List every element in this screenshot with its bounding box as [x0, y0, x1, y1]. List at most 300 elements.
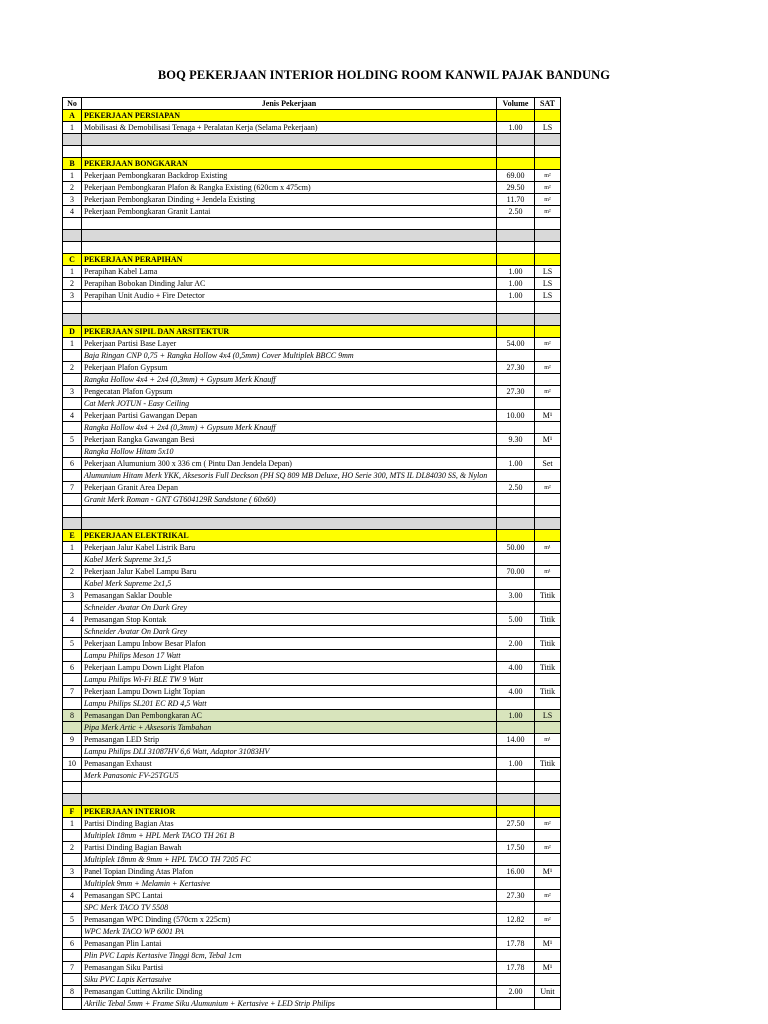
table-row	[63, 266, 561, 278]
row-no: 2	[63, 362, 82, 374]
row-no	[63, 698, 82, 710]
row-no	[63, 398, 82, 410]
row-sat: m²	[535, 890, 561, 902]
table-row	[63, 590, 561, 602]
row-volume	[497, 230, 535, 242]
empty-row	[63, 218, 561, 230]
table-row	[63, 542, 561, 554]
row-sat: Titik	[535, 662, 561, 674]
row-volume	[497, 950, 535, 962]
row-jenis-pekerjaan: Rangka Hollow Hitam 5x10	[82, 446, 497, 458]
row-jenis-pekerjaan: Pemasangan Cutting Akrilic Dinding	[82, 986, 497, 998]
row-sat	[535, 626, 561, 638]
row-jenis-pekerjaan: Pekerjaan Plafon Gypsum	[82, 362, 497, 374]
row-sat	[535, 830, 561, 842]
row-no: C	[63, 254, 82, 266]
row-sat: LS	[535, 266, 561, 278]
row-no: A	[63, 110, 82, 122]
row-sat: Titik	[535, 758, 561, 770]
row-sat: m²	[535, 182, 561, 194]
table-row	[63, 482, 561, 494]
row-no	[63, 950, 82, 962]
specification-row	[63, 926, 561, 938]
row-no	[63, 350, 82, 362]
row-jenis-pekerjaan: Pekerjaan Partisi Gawangan Depan	[82, 410, 497, 422]
table-row	[63, 962, 561, 974]
row-sat	[535, 158, 561, 170]
row-no: 2	[63, 566, 82, 578]
row-jenis-pekerjaan: Partisi Dinding Bagian Bawah	[82, 842, 497, 854]
row-volume	[497, 254, 535, 266]
row-no: 1	[63, 170, 82, 182]
row-volume	[497, 782, 535, 794]
row-jenis-pekerjaan: Pekerjaan Granit Area Depan	[82, 482, 497, 494]
specification-row	[63, 950, 561, 962]
row-no: 2	[63, 182, 82, 194]
row-jenis-pekerjaan: Pemasangan Exhaust	[82, 758, 497, 770]
row-sat: Set	[535, 458, 561, 470]
table-row	[63, 458, 561, 470]
row-volume: 4.00	[497, 662, 535, 674]
row-jenis-pekerjaan: Pemasangan SPC Lantai	[82, 890, 497, 902]
specification-row	[63, 470, 561, 482]
row-no: 3	[63, 866, 82, 878]
row-jenis-pekerjaan: Rangka Hollow 4x4 + 2x4 (0,3mm) + Gypsum Merk Knauff	[82, 374, 497, 386]
row-jenis-pekerjaan: Pekerjaan Lampu Down Light Topian	[82, 686, 497, 698]
row-jenis-pekerjaan: Akrilic Tebal 5mm + Frame Siku Alumunium + Kertasive + LED Strip Philips	[82, 998, 497, 1010]
row-jenis-pekerjaan: Perapihan Unit Audio + Fire Detector	[82, 290, 497, 302]
row-volume	[497, 926, 535, 938]
row-jenis-pekerjaan: Pekerjaan Jalur Kabel Listrik Baru	[82, 542, 497, 554]
row-no	[63, 302, 82, 314]
row-sat: m¹	[535, 566, 561, 578]
table-row	[63, 986, 561, 998]
section-header-row	[63, 326, 561, 338]
table-row	[63, 290, 561, 302]
table-row	[63, 638, 561, 650]
row-volume	[497, 806, 535, 818]
row-no: 3	[63, 194, 82, 206]
row-no: 2	[63, 842, 82, 854]
row-jenis-pekerjaan: Pipa Merk Artic + Aksesoris Tambahan	[82, 722, 497, 734]
row-jenis-pekerjaan: Granit Merk Roman - GNT GT604129R Sandstone ( 60x60)	[82, 494, 497, 506]
row-sat: Titik	[535, 638, 561, 650]
table-row	[63, 206, 561, 218]
row-volume: 1.00	[497, 710, 535, 722]
row-no	[63, 146, 82, 158]
row-no: 4	[63, 890, 82, 902]
row-sat	[535, 998, 561, 1010]
row-jenis-pekerjaan	[82, 518, 497, 530]
row-sat: LS	[535, 290, 561, 302]
row-volume: 27.30	[497, 890, 535, 902]
row-sat	[535, 722, 561, 734]
row-volume	[497, 218, 535, 230]
row-sat: m²	[535, 482, 561, 494]
row-volume	[497, 602, 535, 614]
row-no	[63, 902, 82, 914]
row-no: 6	[63, 662, 82, 674]
row-volume	[497, 422, 535, 434]
header-jenis-pekerjaan: Jenis Pekerjaan	[82, 98, 497, 110]
row-jenis-pekerjaan: Plin PVC Lapis Kertasive Tinggi 8cm, Tebal 1cm	[82, 950, 497, 962]
row-jenis-pekerjaan	[82, 782, 497, 794]
row-no	[63, 674, 82, 686]
row-volume	[497, 494, 535, 506]
row-sat	[535, 218, 561, 230]
header-no: No	[63, 98, 82, 110]
row-sat: m¹	[535, 542, 561, 554]
row-sat	[535, 794, 561, 806]
row-no	[63, 470, 82, 482]
row-no	[63, 746, 82, 758]
row-sat	[535, 230, 561, 242]
row-no: 10	[63, 758, 82, 770]
row-jenis-pekerjaan: Pemasangan Plin Lantai	[82, 938, 497, 950]
highlighted-row	[63, 710, 561, 722]
row-no	[63, 926, 82, 938]
row-volume	[497, 794, 535, 806]
row-jenis-pekerjaan: PEKERJAAN PERSIAPAN	[82, 110, 497, 122]
row-jenis-pekerjaan	[82, 218, 497, 230]
specification-row	[63, 494, 561, 506]
row-volume: 1.00	[497, 278, 535, 290]
row-volume: 2.50	[497, 482, 535, 494]
row-volume	[497, 350, 535, 362]
row-no: 3	[63, 290, 82, 302]
row-sat	[535, 782, 561, 794]
row-volume: 12.82	[497, 914, 535, 926]
row-no: 1	[63, 122, 82, 134]
row-volume	[497, 554, 535, 566]
row-jenis-pekerjaan	[82, 134, 497, 146]
row-jenis-pekerjaan: Multiplek 9mm + Melamin + Kertasive	[82, 878, 497, 890]
row-no: 8	[63, 986, 82, 998]
row-sat	[535, 698, 561, 710]
row-jenis-pekerjaan	[82, 302, 497, 314]
row-volume: 3.00	[497, 590, 535, 602]
row-sat: m²	[535, 206, 561, 218]
row-volume	[497, 446, 535, 458]
table-row	[63, 566, 561, 578]
row-volume: 27.30	[497, 386, 535, 398]
section-header-row	[63, 158, 561, 170]
row-jenis-pekerjaan: PEKERJAAN PERAPIHAN	[82, 254, 497, 266]
row-sat	[535, 374, 561, 386]
row-no: D	[63, 326, 82, 338]
row-volume	[497, 746, 535, 758]
table-row	[63, 194, 561, 206]
row-no: 2	[63, 278, 82, 290]
row-volume	[497, 506, 535, 518]
row-sat	[535, 494, 561, 506]
row-jenis-pekerjaan: Perapihan Kabel Lama	[82, 266, 497, 278]
row-jenis-pekerjaan: Pekerjaan Jalur Kabel Lampu Baru	[82, 566, 497, 578]
row-volume: 27.30	[497, 362, 535, 374]
row-volume: 27.50	[497, 818, 535, 830]
table-row	[63, 662, 561, 674]
row-volume	[497, 158, 535, 170]
row-jenis-pekerjaan	[82, 794, 497, 806]
specification-row	[63, 770, 561, 782]
row-volume: 4.00	[497, 686, 535, 698]
row-jenis-pekerjaan: PEKERJAAN BONGKARAN	[82, 158, 497, 170]
row-volume: 1.00	[497, 290, 535, 302]
row-volume	[497, 878, 535, 890]
row-volume	[497, 770, 535, 782]
row-jenis-pekerjaan: Perapihan Bobokan Dinding Jalur AC	[82, 278, 497, 290]
row-jenis-pekerjaan: Merk Panasonic FV-25TGU5	[82, 770, 497, 782]
row-sat	[535, 950, 561, 962]
specification-row	[63, 398, 561, 410]
section-header-row	[63, 254, 561, 266]
row-no: E	[63, 530, 82, 542]
row-no: F	[63, 806, 82, 818]
row-volume	[497, 650, 535, 662]
row-sat	[535, 746, 561, 758]
row-volume	[497, 626, 535, 638]
table-row	[63, 758, 561, 770]
section-header-row	[63, 530, 561, 542]
table-row	[63, 818, 561, 830]
specification-row	[63, 674, 561, 686]
row-no	[63, 506, 82, 518]
highlighted-specification-row	[63, 722, 561, 734]
row-no: 5	[63, 434, 82, 446]
row-volume	[497, 722, 535, 734]
empty-row	[63, 506, 561, 518]
row-sat	[535, 974, 561, 986]
row-jenis-pekerjaan: Pekerjaan Pembongkaran Granit Lantai	[82, 206, 497, 218]
row-volume	[497, 530, 535, 542]
row-no: 1	[63, 818, 82, 830]
specification-row	[63, 698, 561, 710]
blank-separator-row	[63, 230, 561, 242]
row-volume	[497, 578, 535, 590]
row-sat	[535, 602, 561, 614]
row-sat	[535, 314, 561, 326]
row-volume: 1.00	[497, 122, 535, 134]
row-volume: 70.00	[497, 566, 535, 578]
row-volume: 10.00	[497, 410, 535, 422]
table-row	[63, 386, 561, 398]
row-no	[63, 854, 82, 866]
table-row	[63, 866, 561, 878]
table-row	[63, 278, 561, 290]
table-row	[63, 170, 561, 182]
row-jenis-pekerjaan: Pekerjaan Pembongkaran Plafon & Rangka Existing (620cm x 475cm)	[82, 182, 497, 194]
row-sat	[535, 398, 561, 410]
blank-separator-row	[63, 314, 561, 326]
row-sat	[535, 806, 561, 818]
row-no	[63, 650, 82, 662]
header-sat: SAT	[535, 98, 561, 110]
row-volume: 54.00	[497, 338, 535, 350]
row-jenis-pekerjaan: Schneider Avatar On Dark Grey	[82, 626, 497, 638]
row-no: 9	[63, 734, 82, 746]
row-volume	[497, 134, 535, 146]
table-row	[63, 614, 561, 626]
row-sat	[535, 110, 561, 122]
row-jenis-pekerjaan: Rangka Hollow 4x4 + 2x4 (0,3mm) + Gypsum Merk Knauff	[82, 422, 497, 434]
row-sat: m²	[535, 338, 561, 350]
row-volume	[497, 470, 535, 482]
row-sat	[535, 770, 561, 782]
row-no	[63, 518, 82, 530]
row-no	[63, 446, 82, 458]
row-jenis-pekerjaan: Baja Ringan CNP 0,75 + Rangka Hollow 4x4 (0,5mm) Cover Multiplek BBCC 9mm	[82, 350, 497, 362]
row-jenis-pekerjaan: Alumunium Hitam Merk YKK, Aksesoris Full Deckson (PH SQ 809 MB Deluxe, HO Serie 300, MTS IL DL84030 SS, & Nylon	[82, 470, 497, 482]
row-no: 1	[63, 266, 82, 278]
row-volume	[497, 902, 535, 914]
row-jenis-pekerjaan: Pemasangan LED Strip	[82, 734, 497, 746]
row-volume: 1.00	[497, 458, 535, 470]
row-no: 7	[63, 962, 82, 974]
empty-row	[63, 242, 561, 254]
row-jenis-pekerjaan: Multiplek 18mm & 9mm + HPL TACO TH 7205 FC	[82, 854, 497, 866]
row-no: 5	[63, 638, 82, 650]
row-jenis-pekerjaan: Kabel Merk Supreme 2x1,5	[82, 578, 497, 590]
row-no	[63, 722, 82, 734]
row-volume: 14.00	[497, 734, 535, 746]
row-volume: 2.00	[497, 986, 535, 998]
row-no: 1	[63, 542, 82, 554]
specification-row	[63, 578, 561, 590]
row-jenis-pekerjaan: Multiplek 18mm + HPL Merk TACO TH 261 B	[82, 830, 497, 842]
row-no	[63, 554, 82, 566]
blank-separator-row	[63, 134, 561, 146]
row-no: 1	[63, 338, 82, 350]
row-jenis-pekerjaan: Kabel Merk Supreme 3x1,5	[82, 554, 497, 566]
row-volume	[497, 398, 535, 410]
row-sat: m¹	[535, 734, 561, 746]
row-jenis-pekerjaan: Pemasangan Siku Partisi	[82, 962, 497, 974]
specification-row	[63, 650, 561, 662]
row-sat	[535, 578, 561, 590]
row-sat: m²	[535, 914, 561, 926]
table-row	[63, 890, 561, 902]
table-row	[63, 122, 561, 134]
row-sat	[535, 518, 561, 530]
row-volume: 16.00	[497, 866, 535, 878]
row-no: 7	[63, 686, 82, 698]
row-no	[63, 374, 82, 386]
document-title: BOQ PEKERJAAN INTERIOR HOLDING ROOM KANWIL PAJAK BANDUNG	[157, 68, 611, 82]
row-no: B	[63, 158, 82, 170]
specification-row	[63, 422, 561, 434]
row-volume: 17.78	[497, 962, 535, 974]
specification-row	[63, 746, 561, 758]
section-header-row	[63, 806, 561, 818]
row-sat: M¹	[535, 866, 561, 878]
row-volume	[497, 674, 535, 686]
row-sat: m²	[535, 194, 561, 206]
header-volume: Volume	[497, 98, 535, 110]
row-jenis-pekerjaan: Pekerjaan Partisi Base Layer	[82, 338, 497, 350]
row-sat	[535, 302, 561, 314]
row-volume	[497, 110, 535, 122]
row-no: 5	[63, 914, 82, 926]
row-no	[63, 230, 82, 242]
row-jenis-pekerjaan: Pemasangan WPC Dinding (570cm x 225cm)	[82, 914, 497, 926]
row-volume: 11.70	[497, 194, 535, 206]
row-sat	[535, 326, 561, 338]
row-volume: 2.00	[497, 638, 535, 650]
row-sat	[535, 134, 561, 146]
specification-row	[63, 854, 561, 866]
row-sat	[535, 554, 561, 566]
row-jenis-pekerjaan: Partisi Dinding Bagian Atas	[82, 818, 497, 830]
row-jenis-pekerjaan: Lampu Philips DLI 31087HV 6,6 Watt, Adaptor 31083HV	[82, 746, 497, 758]
row-sat: m²	[535, 386, 561, 398]
row-sat: m²	[535, 362, 561, 374]
empty-row	[63, 302, 561, 314]
row-volume	[497, 326, 535, 338]
row-no	[63, 974, 82, 986]
row-sat	[535, 926, 561, 938]
row-volume: 50.00	[497, 542, 535, 554]
table-row	[63, 434, 561, 446]
row-jenis-pekerjaan: Pekerjaan Lampu Down Light Plafon	[82, 662, 497, 674]
row-no	[63, 794, 82, 806]
row-jenis-pekerjaan: Schneider Avatar On Dark Grey	[82, 602, 497, 614]
specification-row	[63, 602, 561, 614]
specification-row	[63, 878, 561, 890]
row-sat	[535, 242, 561, 254]
row-no: 7	[63, 482, 82, 494]
row-jenis-pekerjaan: PEKERJAAN INTERIOR	[82, 806, 497, 818]
specification-row	[63, 374, 561, 386]
specification-row	[63, 830, 561, 842]
row-jenis-pekerjaan: Pemasangan Saklar Double	[82, 590, 497, 602]
row-jenis-pekerjaan: Pekerjaan Lampu Inbow Besar Plafon	[82, 638, 497, 650]
row-jenis-pekerjaan: Mobilisasi & Demobilisasi Tenaga + Peralatan Kerja (Selama Pekerjaan)	[82, 122, 497, 134]
row-volume: 9.30	[497, 434, 535, 446]
row-volume	[497, 518, 535, 530]
row-sat: Titik	[535, 590, 561, 602]
boq-table	[62, 97, 561, 1010]
row-sat: m²	[535, 170, 561, 182]
row-jenis-pekerjaan: Pekerjaan Pembongkaran Backdrop Existing	[82, 170, 497, 182]
row-sat: LS	[535, 710, 561, 722]
row-jenis-pekerjaan: Panel Topian Dinding Atas Plafon	[82, 866, 497, 878]
row-volume	[497, 314, 535, 326]
row-volume	[497, 830, 535, 842]
row-sat: Titik	[535, 614, 561, 626]
row-sat: Titik	[535, 686, 561, 698]
row-no	[63, 830, 82, 842]
row-sat	[535, 902, 561, 914]
row-sat	[535, 878, 561, 890]
row-no: 4	[63, 206, 82, 218]
empty-row	[63, 782, 561, 794]
row-jenis-pekerjaan	[82, 314, 497, 326]
row-jenis-pekerjaan: Cat Merk JOTUN - Easy Ceiling	[82, 398, 497, 410]
specification-row	[63, 902, 561, 914]
row-sat	[535, 422, 561, 434]
row-no: 6	[63, 938, 82, 950]
row-sat: Unit	[535, 986, 561, 998]
row-sat: M¹	[535, 434, 561, 446]
specification-row	[63, 350, 561, 362]
table-row	[63, 182, 561, 194]
row-no	[63, 602, 82, 614]
row-jenis-pekerjaan: Lampu Philips Wi-Fi BLE TW 9 Watt	[82, 674, 497, 686]
row-sat	[535, 146, 561, 158]
blank-separator-row	[63, 794, 561, 806]
row-jenis-pekerjaan: Pemasangan Dan Pembongkaran AC	[82, 710, 497, 722]
row-volume: 17.78	[497, 938, 535, 950]
